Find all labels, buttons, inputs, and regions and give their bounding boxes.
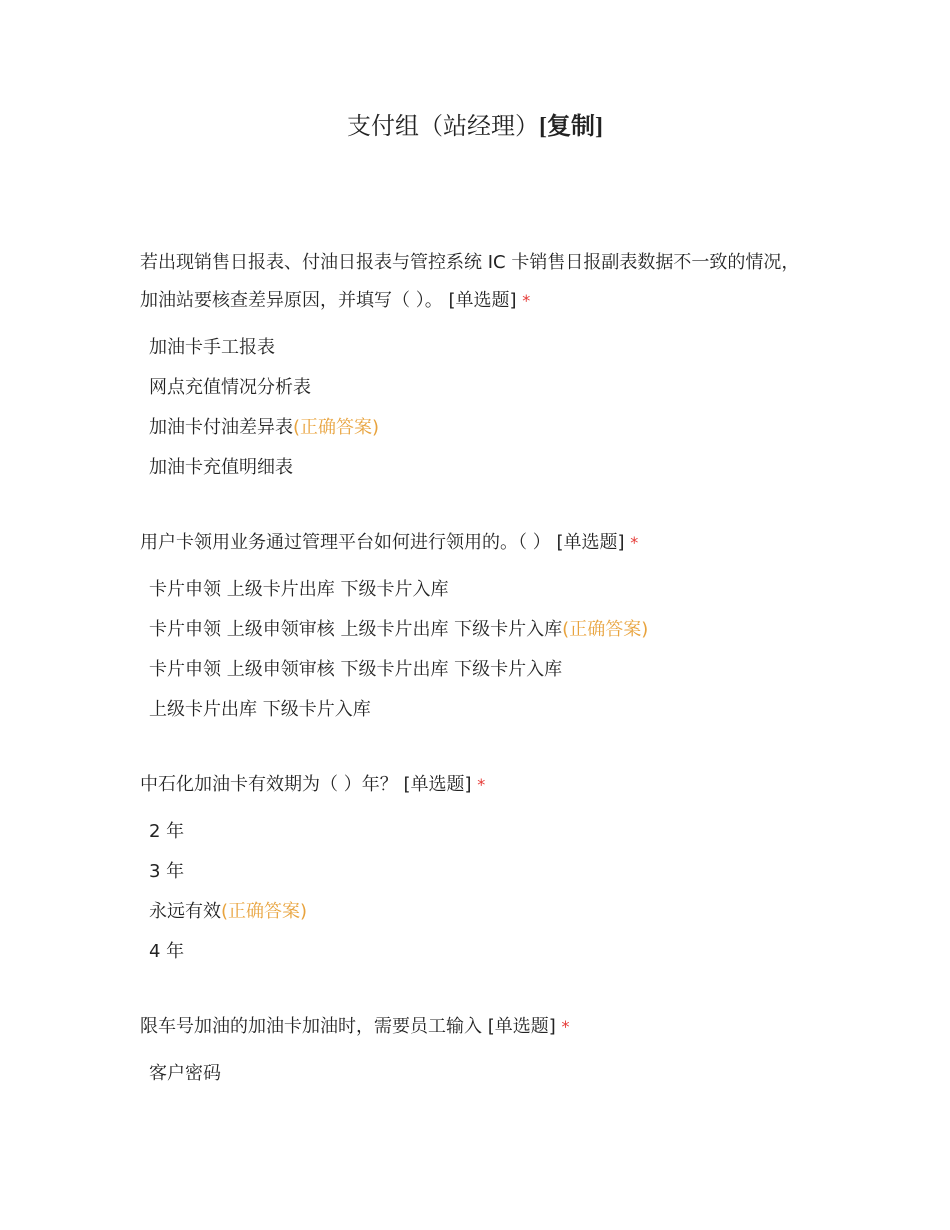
correct-answer-tag: (正确答案) [221,901,308,922]
question-stem: 若出现销售日报表、付油日报表与管控系统 IC 卡销售日报副表数据不一致的情况，加油站要核查差异原因，并填写（ ）。 [140,252,800,311]
option-label: 永远有效 [149,901,221,922]
option-list [140,812,800,972]
question-1 [140,244,800,488]
correct-answer-tag: (正确答案) [562,619,649,640]
question-text [140,1008,800,1046]
option-label: 上级卡片出库 下级卡片入库 [149,699,371,720]
question-text [140,244,800,320]
option-label: 加油卡付油差异表 [149,417,293,438]
question-stem: 限车号加油的加油卡加油时，需要员工输入 [140,1016,482,1037]
option-item[interactable] [140,932,800,972]
option-item[interactable] [140,328,800,368]
option-label: 卡片申领 上级卡片出库 下级卡片入库 [149,579,449,600]
question-type: [单选题] [448,290,517,311]
required-mark: * [522,291,531,310]
option-item[interactable] [140,610,800,650]
option-label: 加油卡充值明细表 [149,457,293,478]
option-item[interactable] [140,448,800,488]
option-label: 卡片申领 上级申领审核 上级卡片出库 下级卡片入库 [149,619,563,640]
question-type: [单选题] [556,532,625,553]
required-mark: * [477,775,486,794]
option-label: 加油卡手工报表 [149,337,275,358]
option-item[interactable] [140,690,800,730]
option-item[interactable] [140,408,800,448]
question-stem: 用户卡领用业务通过管理平台如何进行领用的。（ ） [140,532,551,553]
question-4 [140,1008,800,1094]
option-item[interactable] [140,650,800,690]
option-item[interactable] [140,1054,800,1094]
title-suffix: [复制] [539,114,603,140]
question-text [140,524,800,562]
title-main: 支付组（站经理） [347,112,539,140]
question-3 [140,766,800,972]
question-text [140,766,800,804]
question-type: [单选题] [487,1016,556,1037]
required-mark: * [630,533,639,552]
option-item[interactable] [140,812,800,852]
question-stem: 中石化加油卡有效期为（ ）年？ [140,774,398,795]
option-item[interactable] [140,570,800,610]
question-2 [140,524,800,730]
correct-answer-tag: (正确答案) [293,417,380,438]
option-label: 2 年 [149,821,185,842]
option-label: 3 年 [149,861,185,882]
option-label: 4 年 [149,941,185,962]
option-list [140,328,800,488]
option-list [140,570,800,730]
option-label: 客户密码 [149,1063,221,1084]
option-label: 网点充值情况分析表 [149,377,311,398]
option-label: 卡片申领 上级申领审核 下级卡片出库 下级卡片入库 [149,659,563,680]
option-list [140,1054,800,1094]
option-item[interactable] [140,368,800,408]
option-item[interactable] [140,852,800,892]
question-type: [单选题] [403,774,472,795]
option-item[interactable] [140,892,800,932]
required-mark: * [561,1017,570,1036]
page-title [0,110,950,143]
